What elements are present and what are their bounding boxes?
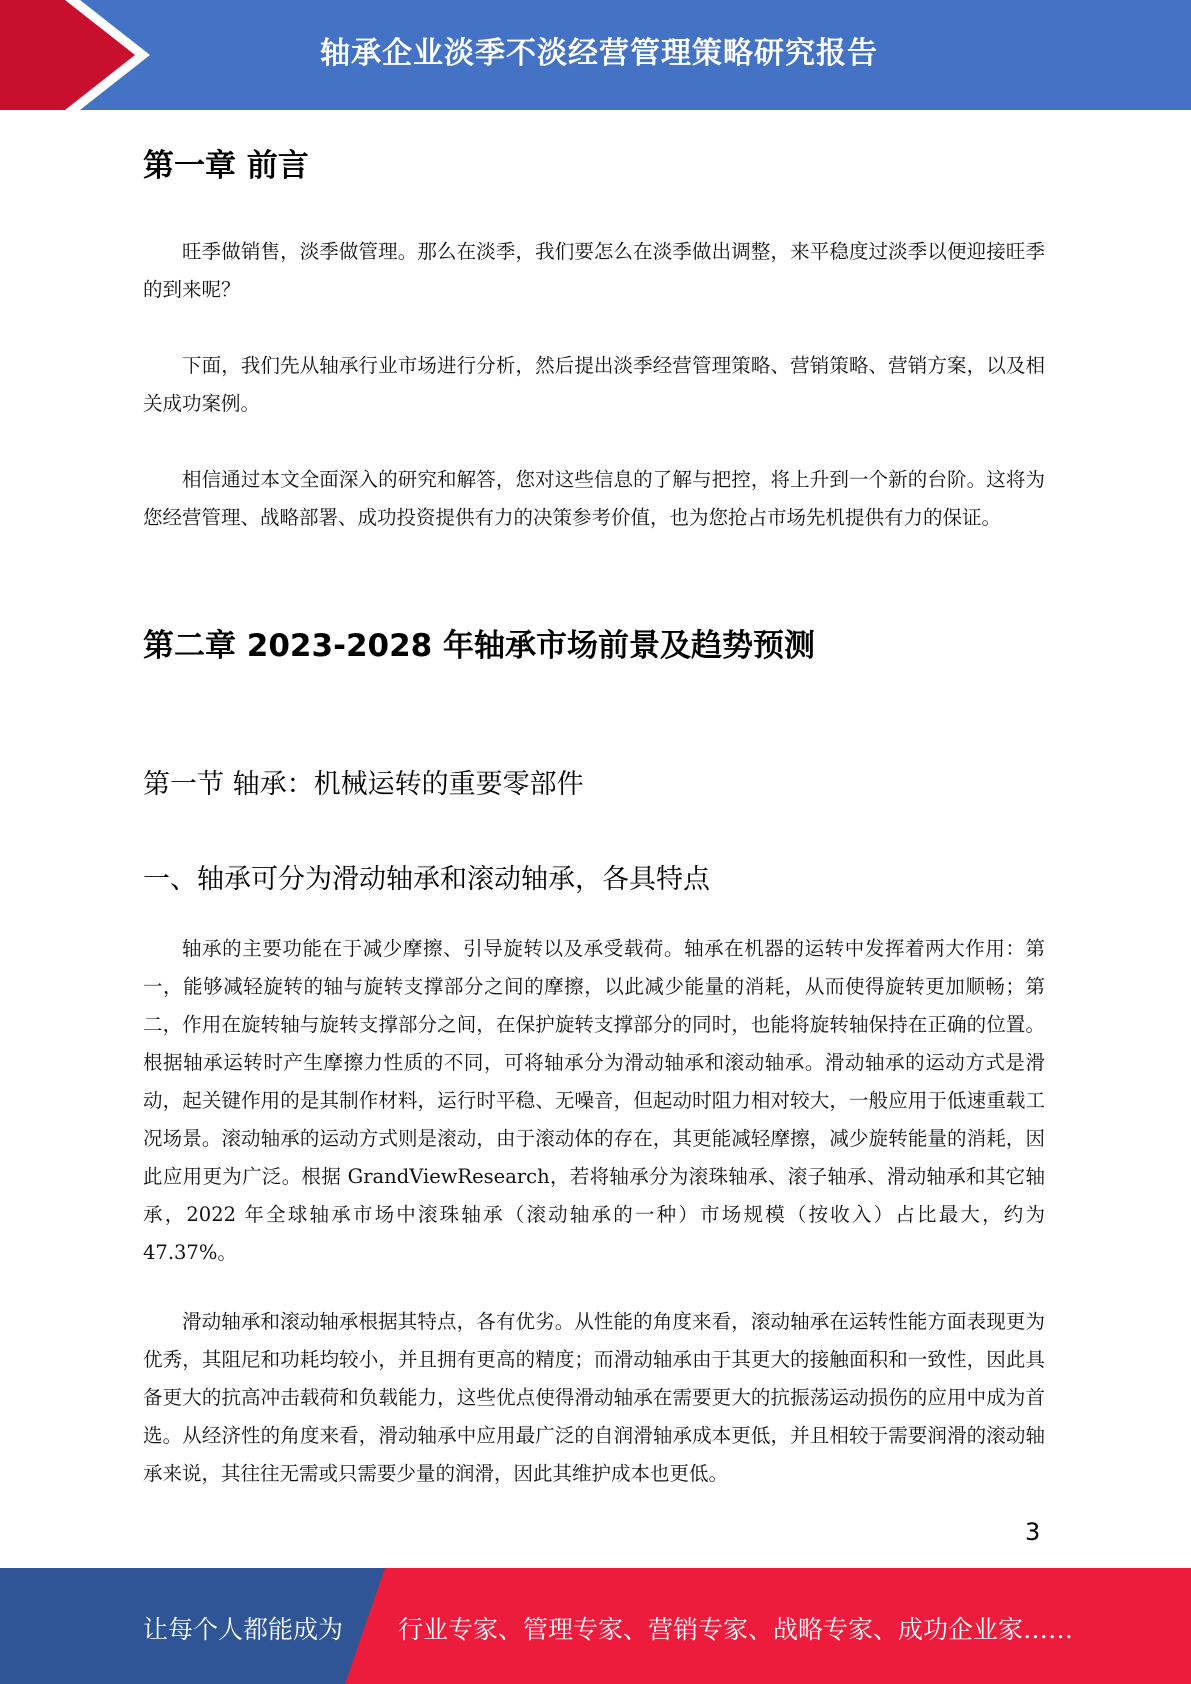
footer-slogan-right: 行业专家、管理专家、营销专家、战略专家、成功企业家…… — [398, 1615, 1074, 1644]
report-title: 轴承企业淡季不淡经营管理策略研究报告 — [320, 36, 878, 71]
chapter-1-paragraph-3: 相信通过本文全面深入的研究和解答，您对这些信息的了解与把控，将上升到一个新的台阶。这将为您经营管理、战略部署、成功投资提供有力的决策参考价值，也为您抢占市场先机提供有力的保证。 — [143, 468, 1045, 529]
chapter-1-paragraph-1: 旺季做销售，淡季做管理。那么在淡季，我们要怎么在淡季做出调整，来平稳度过淡季以便迎接旺季的到来呢？ — [143, 240, 1045, 301]
page-header-band — [0, 0, 1191, 110]
footer-slogan-left: 让每个人都能成为 — [143, 1615, 344, 1644]
subsection-1-heading: 一、轴承可分为滑动轴承和滚动轴承，各具特点 — [143, 864, 710, 895]
chapter-2-heading: 第二章 2023-2028 年轴承市场前景及趋势预测 — [143, 628, 816, 664]
chapter-1-paragraph-2: 下面，我们先从轴承行业市场进行分析，然后提出淡季经营管理策略、营销策略、营销方案，以及相关成功案例。 — [143, 354, 1045, 415]
chapter-2-paragraph-2: 滑动轴承和滚动轴承根据其特点，各有优劣。从性能的角度来看，滚动轴承在运转性能方面表现更为优秀，其阻尼和功耗均较小，并且拥有更高的精度；而滑动轴承由于其更大的接触面积和一致性，因此具备更大的抗高冲击载荷和负载能力，这些优点使得滑动轴承在需要更大的抗振荡运动损伤的应用中成为首选。从经济性的角度来看，滑动轴承中应用最广泛的自润滑轴承成本更低，并且相较于需要润滑的滚动轴承来说，其往往无需或只需要少量的润滑，因此其维护成本也更低。 — [143, 1310, 1045, 1485]
chapter-1-heading: 第一章 前言 — [143, 148, 309, 184]
chapter-2-paragraph-1: 轴承的主要功能在于减少摩擦、引导旋转以及承受载荷。轴承在机器的运转中发挥着两大作用：第一，能够减轻旋转的轴与旋转支撑部分之间的摩擦，以此减少能量的消耗，从而使得旋转更加顺畅；第二，作用在旋转轴与旋转支撑部分之间，在保护旋转支撑部分的同时，也能将旋转轴保持在正确的位置。根据轴承运转时产生摩擦力性质的不同，可将轴承分为滑动轴承和滚动轴承。滑动轴承的运动方式是滑动，起关键作用的是其制作材料，运行时平稳、无噪音，但起动时阻力相对较大，一般应用于低速重载工况场景。滚动轴承的运动方式则是滚动，由于滚动体的存在，其更能减轻摩擦，减少旋转能量的消耗，因此应用更为广泛。根据 GrandViewResearch，若将轴承分为滚珠轴承、滚子轴承、滑动轴承和其它轴承，2022 年全球轴承市场中滚珠轴承（滚动轴承的一种）市场规模（按收入）占比最大，约为 47.37%。 — [143, 937, 1045, 1264]
page-footer-band — [0, 1568, 1191, 1684]
section-1-heading: 第一节 轴承：机械运转的重要零部件 — [143, 769, 584, 800]
page-number: 3 — [1025, 1518, 1041, 1546]
